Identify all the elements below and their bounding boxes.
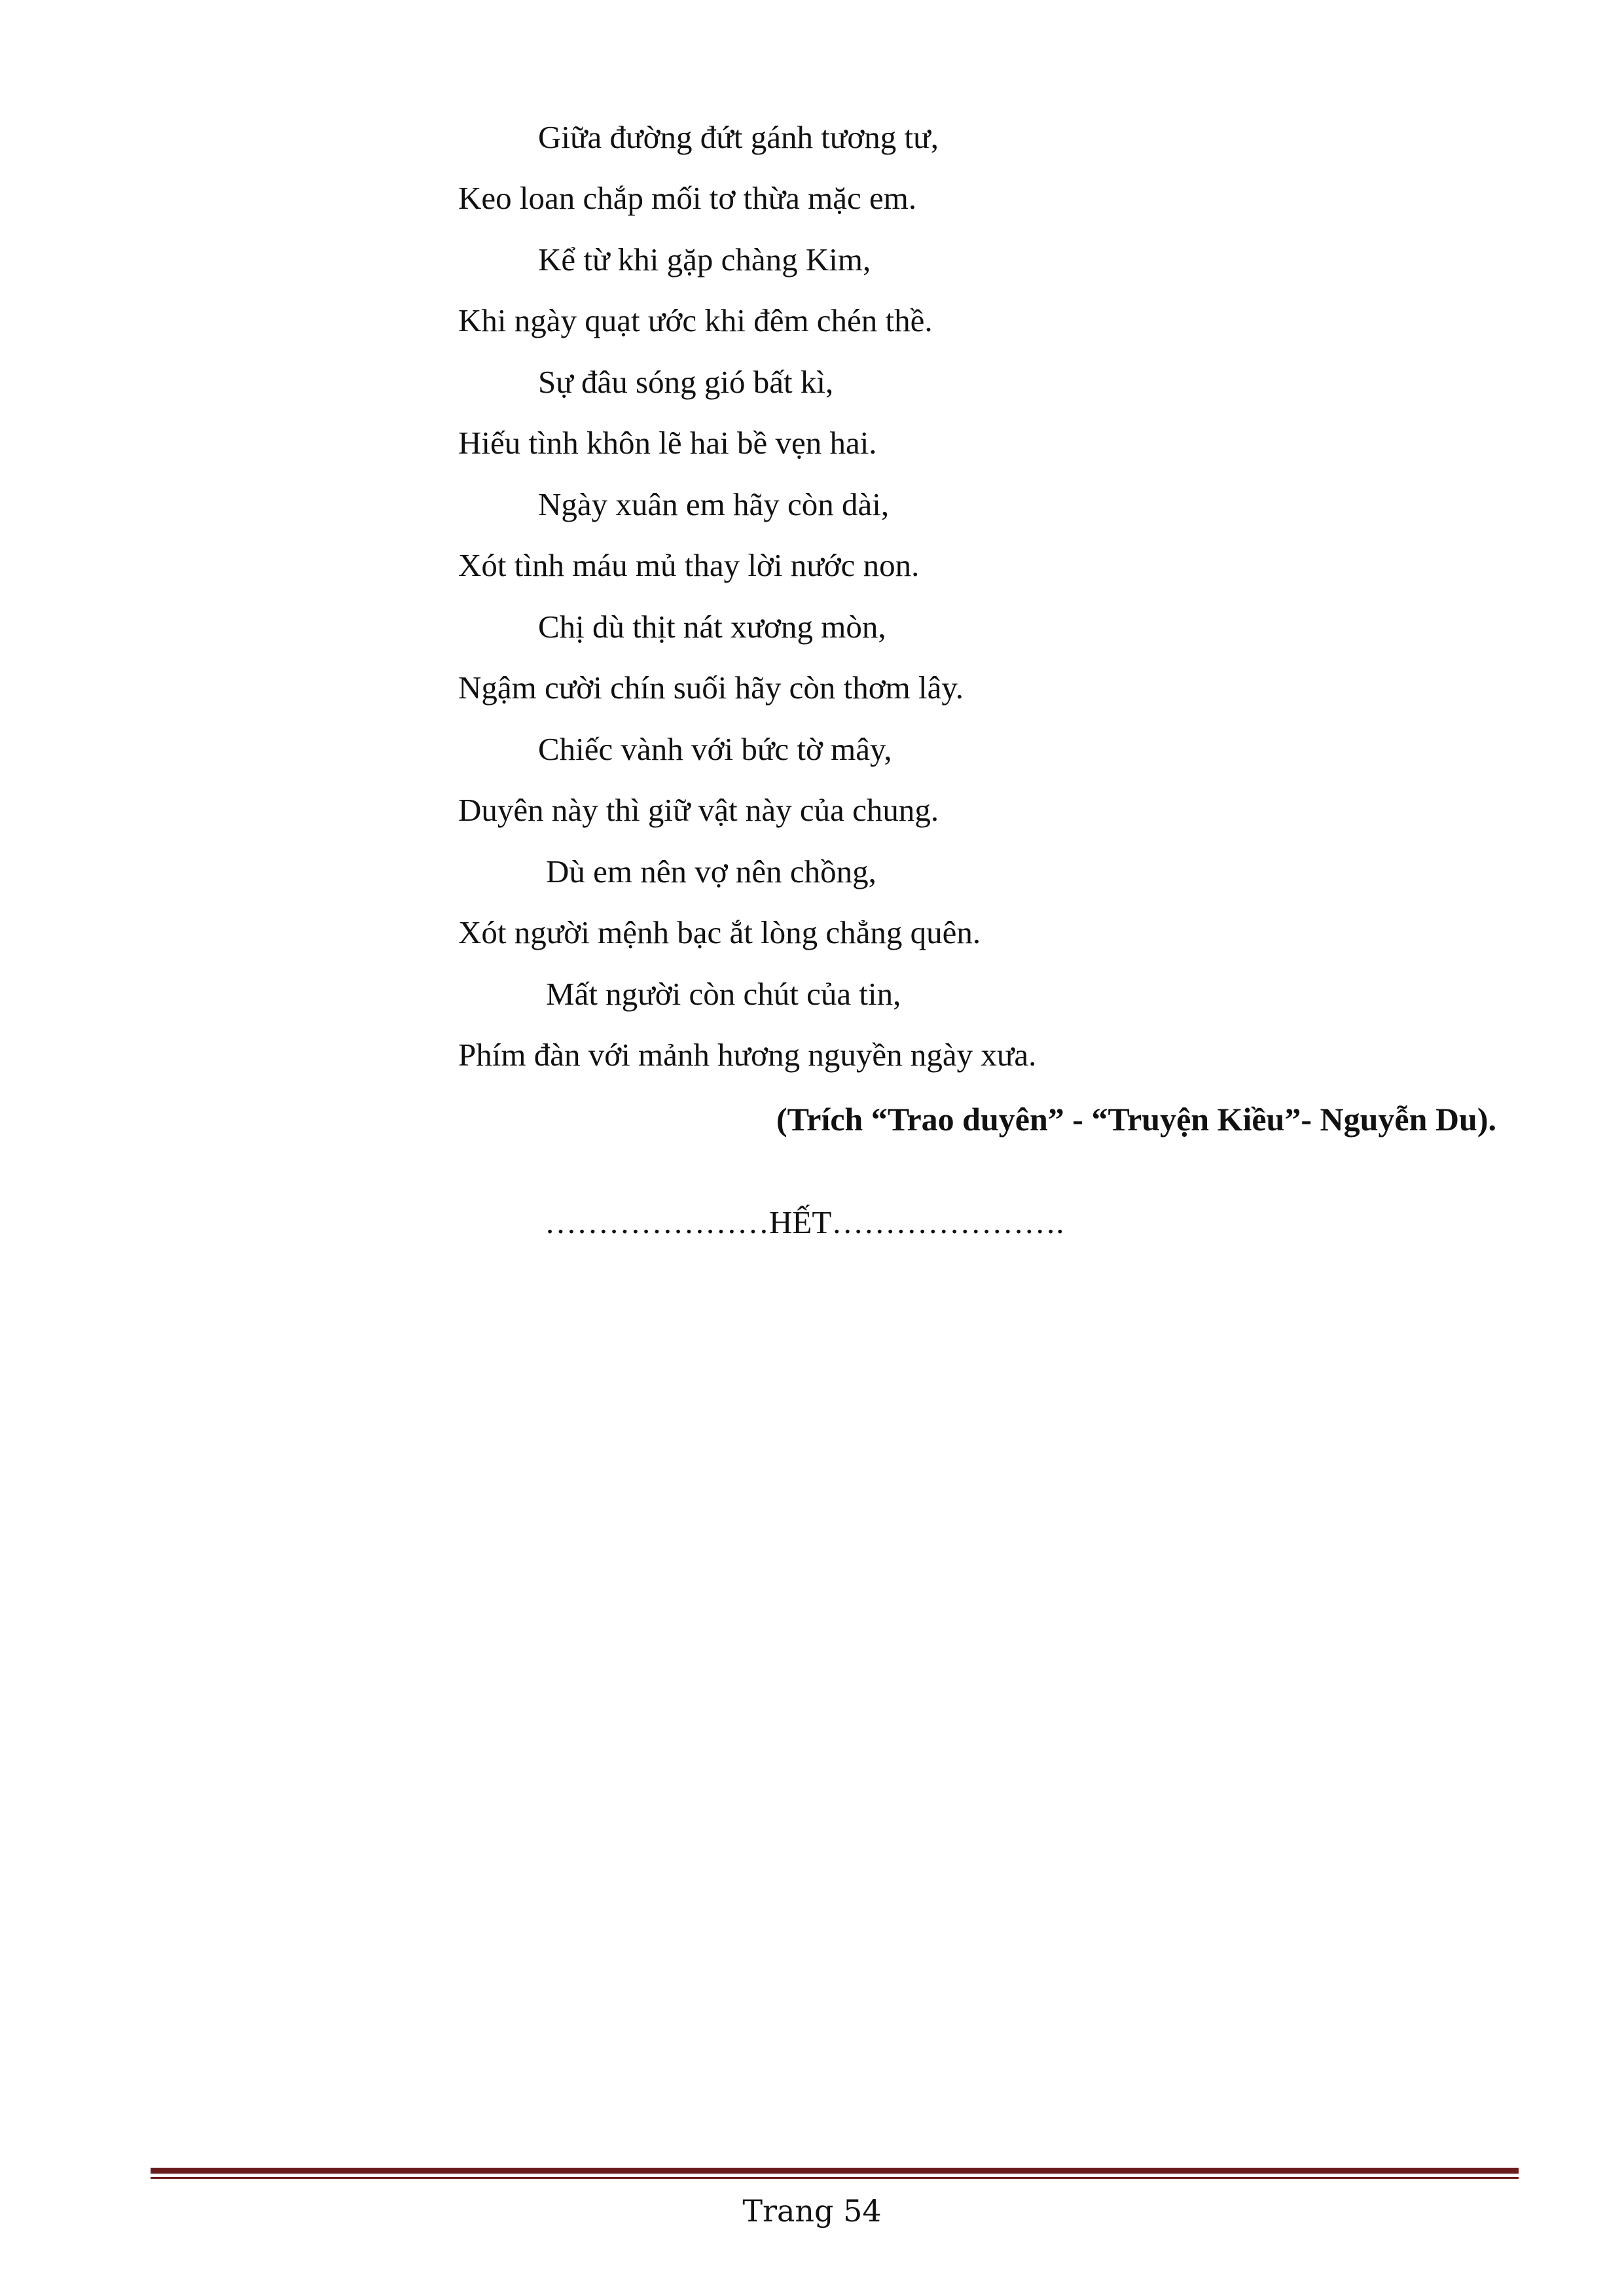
poem-line: Mất người còn chút của tin, [546,976,901,1012]
end-marker: …………………HẾT…………………. [545,1204,1064,1240]
poem-line: Xót người mệnh bạc ắt lòng chẳng quên. [458,914,981,950]
poem-line: Sự đâu sóng gió bất kì, [538,364,834,400]
footer-divider [151,2168,1519,2174]
poem-line: Duyên này thì giữ vật này của chung. [458,792,939,828]
source-citation: (Trích “Trao duyên” - “Truyện Kiều”- Nguyễn Du). [776,1101,1496,1138]
poem-line: Kể từ khi gặp chàng Kim, [538,242,871,278]
poem-line: Ngậm cười chín suối hãy còn thơm lây. [458,670,964,706]
poem-line: Phím đàn với mảnh hương nguyền ngày xưa. [458,1037,1037,1073]
poem-line: Xót tình máu mủ thay lời nước non. [458,547,920,583]
poem-line: Dù em nên vợ nên chồng, [546,853,876,889]
page-number: Trang 54 [742,2193,882,2229]
poem-line: Khi ngày quạt ước khi đêm chén thề. [458,302,933,338]
poem-line: Giữa đường đứt gánh tương tư, [538,119,939,155]
footer-divider-thin [151,2177,1519,2179]
poem-line: Ngày xuân em hãy còn dài, [538,486,890,522]
poem-line: Chiếc vành với bức tờ mây, [538,731,892,767]
poem-line: Keo loan chắp mối tơ thừa mặc em. [458,180,917,216]
poem-line: Chị dù thịt nát xương mòn, [538,609,886,645]
poem-line: Hiếu tình khôn lẽ hai bề vẹn hai. [458,425,877,461]
